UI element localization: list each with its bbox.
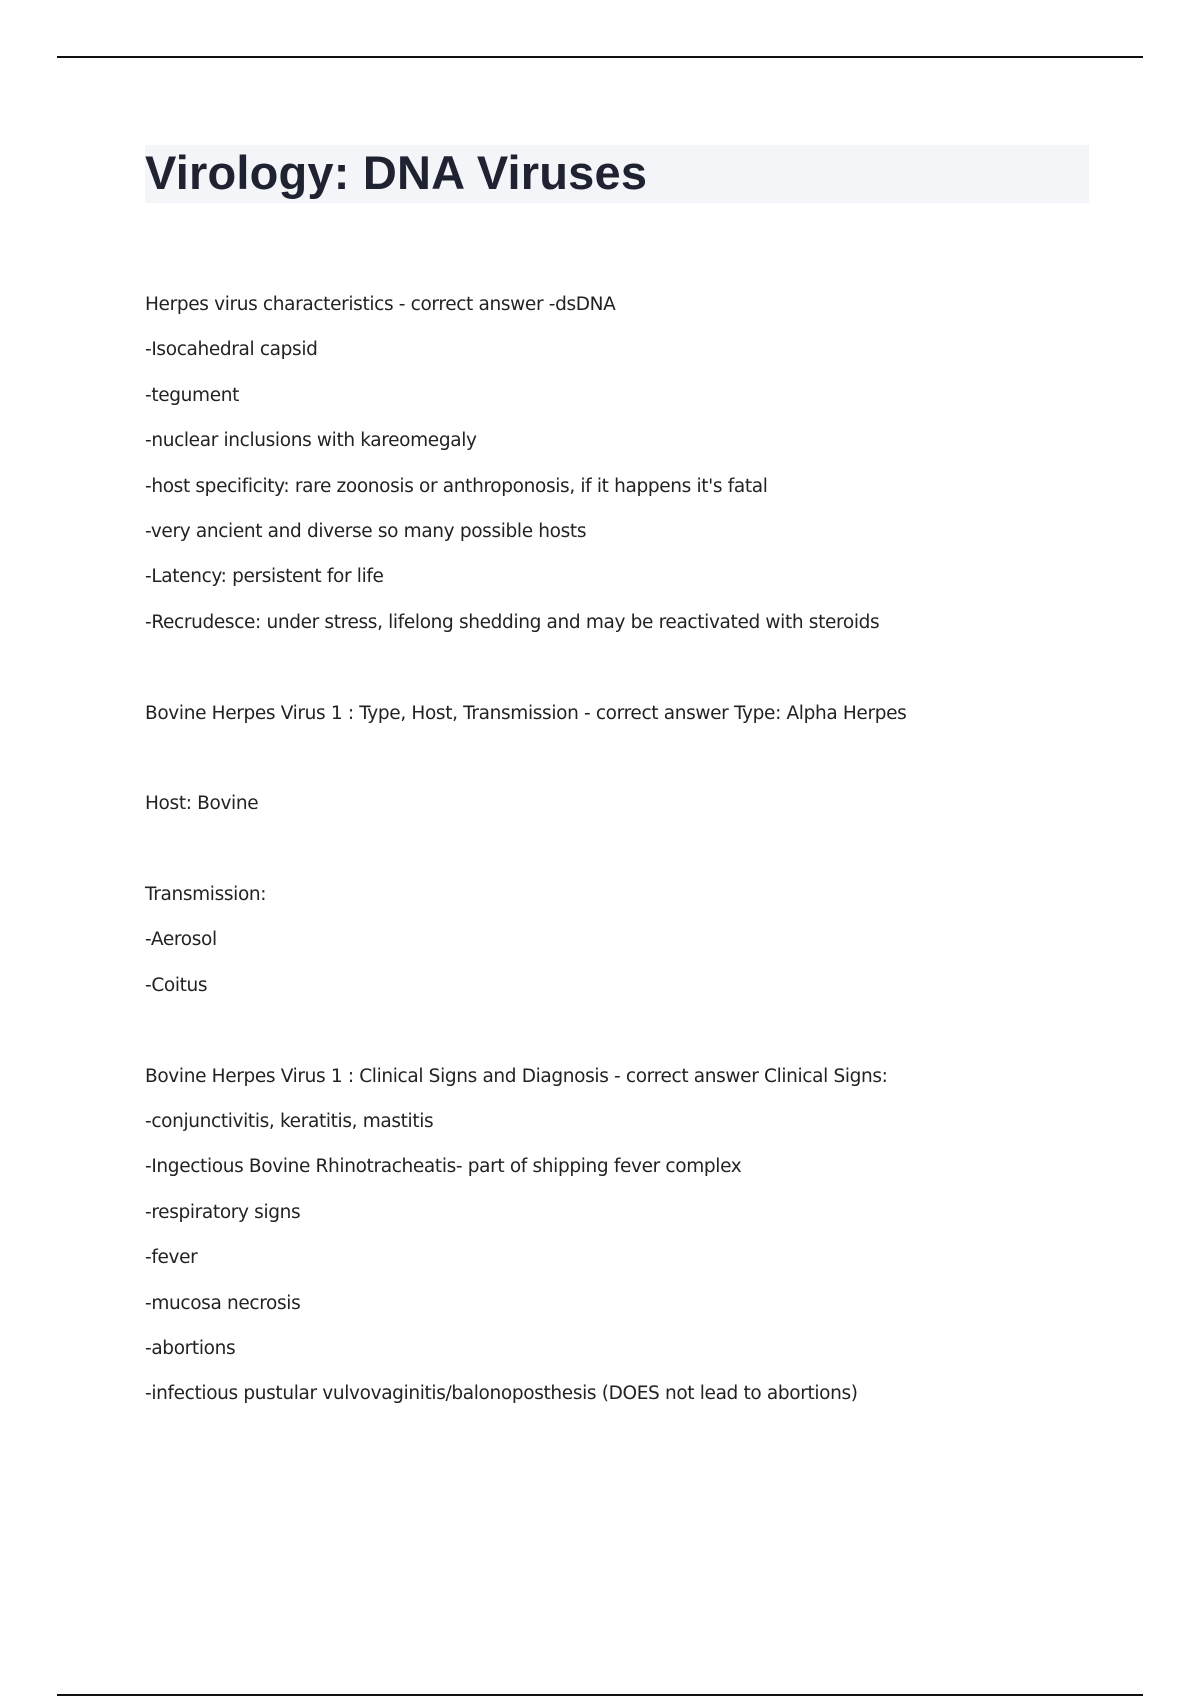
document-title: Virology: DNA Viruses [145, 146, 648, 199]
blank-line [145, 1016, 1085, 1061]
text-line: Bovine Herpes Virus 1 : Type, Host, Transmission - correct answer Type: Alpha Herpes [145, 702, 907, 724]
text-line: Host: Bovine [145, 793, 259, 815]
blank-line [145, 835, 1085, 880]
text-line: -Recrudesce: under stress, lifelong shedding and may be reactivated with steroids [145, 611, 880, 633]
bottom-divider [57, 1694, 1143, 1696]
text-line: -tegument [145, 384, 240, 406]
text-line: -Aerosol [145, 929, 217, 951]
text-line: -Ingectious Bovine Rhinotracheatis- part of shipping fever complex [145, 1156, 742, 1178]
text-line: Bovine Herpes Virus 1 : Clinical Signs and Diagnosis - correct answer Clinical Signs: [145, 1065, 888, 1087]
text-line: -Coitus [145, 974, 208, 996]
text-line: -mucosa necrosis [145, 1292, 301, 1314]
text-line: -nuclear inclusions with kareomegaly [145, 430, 477, 452]
text-line: -fever [145, 1247, 198, 1269]
text-line: Transmission: [145, 884, 267, 906]
text-line: -very ancient and diverse so many possible hosts [145, 520, 587, 542]
text-line: -host specificity: rare zoonosis or anthroponosis, if it happens it's fatal [145, 475, 768, 497]
text-line: -conjunctivitis, keratitis, mastitis [145, 1111, 434, 1133]
document-body [145, 290, 1085, 1425]
blank-line [145, 653, 1085, 698]
text-line: Herpes virus characteristics - correct answer -dsDNA [145, 294, 616, 315]
text-line: -abortions [145, 1337, 236, 1359]
text-line: -respiratory signs [145, 1201, 301, 1223]
blank-line [145, 744, 1085, 789]
text-line: -Latency: persistent for life [145, 566, 384, 588]
text-line: -Isocahedral capsid [145, 339, 318, 361]
text-line: -infectious pustular vulvovaginitis/balonoposthesis (DOES not lead to abortions) [145, 1383, 858, 1405]
top-divider [57, 56, 1143, 58]
